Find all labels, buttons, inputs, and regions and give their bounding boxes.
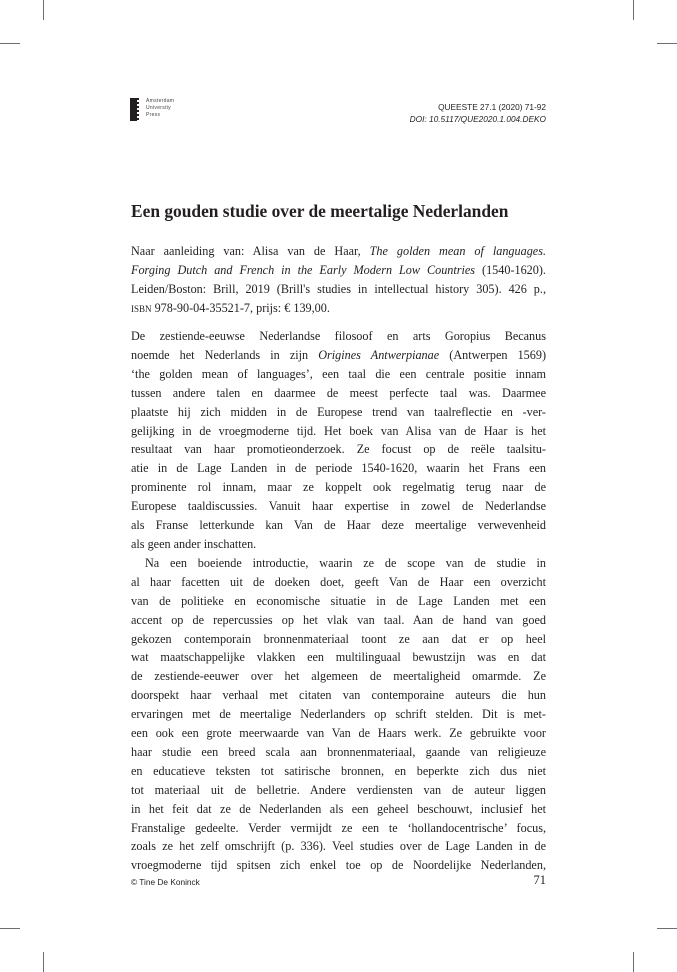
paragraph-1: De zestiende-eeuwse Nederlandse filosoof en arts Goropius Becanus noemde het Nederlands in zijn Origines Antwerpianae (Antwerpen 1569) ‘the golden mean of languages’, een taal die een centrale positie innam tussen andere talen en daarmee de meest perfecte taal was. Daarmee plaatste hij zich midden in de Europese trend van taalreflectie en -ver- gelijking in de vroegmoderne tijd. Het boek van Alisa van de Haar is het resultaat van haar promotieonderzoek. Ze focust op de reële taalsitu- atie in de Lage Landen in de periode 1540-1620, waarin het Frans een prominente rol innam, maar ze koppelt ook regelmatig terug naar de Europese taaldiscussies. Vanuit haar expertise in zowel de Nederlandse als Franse letterkunde kan Van de Haar deze meertalige verwevenheid als geen ander inschatten. (131, 329, 546, 551)
book-subtitle: Forging Dutch and French in the Early Modern Low Countries (131, 262, 476, 277)
book-reference: Naar aanleiding van: Alisa van de Haar, The golden mean of languages. Forging Dutch and French in the Early Modern Low Countries (1540-1620). Leiden/Boston: Brill, 2019 (Brill's studies in intellectual history 305). 426 p., isbn 978-90-04-35521-7, prijs: € 139,00. (131, 244, 546, 315)
article-body (131, 327, 546, 875)
page-number: 71 (533, 873, 546, 887)
crop-mark-bottom-left-vertical (43, 952, 44, 972)
journal-info (410, 101, 546, 125)
book-title: The golden mean of languages. (369, 244, 546, 258)
crop-mark-top-right-vertical (633, 0, 634, 20)
journal-citation: QUEESTE 27.1 (2020) 71-92 (438, 102, 546, 112)
paragraph-2: Na een boeiende introductie, waarin ze de scope van de studie in al haar facetten uit de doeken doet, geeft Van de Haar een overzicht van de politieke en economische situatie in de Lage Landen met een accent op de repercussies op het vlak van taal. Aan de hand van goed gekozen contemporain bronnenmateriaal toont ze aan dat er op heel wat maatschappelijke vlakken een multilinguaal bewustzijn was en dat de zestiende-eeuwer over het algemeen de meertaligheid omarmde. Ze doorspekt haar verhaal met citaten van contemporaine auteurs die hun ervaringen met de meertalige Nederlanders op schrift stelden. Dit is met- een ook een grote meerwaarde van Van de Haars werk. Ze gebruikte voor haar studie een breed scala aan bronnenmateriaal, gaande van religieuze en educatieve teksten tot satirische bronnen, en beperkte zich dus niet tot materiaal uit de belletrie. Andere verdiensten van de auteur liggen in het feit dat ze de Nederlanden als een geheel beschouwt, inclusief het Franstalige gedeelte. Verder vermijdt ze een te ‘hollandocentrische’ focus, zoals ze het zelf omschrijft (p. 336). Veel studies over de Lage Landen in de vroegmoderne tijd spitsen zich enkel toe op de Noordelijke Nederlanden, (131, 555, 546, 873)
crop-mark-bottom-right-horizontal (657, 928, 677, 929)
crop-mark-top-right-horizontal (657, 43, 677, 44)
crop-mark-top-left-vertical (43, 0, 44, 20)
crop-mark-top-left-horizontal (0, 43, 20, 44)
publisher-logo (130, 98, 174, 121)
doi-link[interactable]: DOI: 10.5117/QUE2020.1.004.DEKO (409, 114, 546, 124)
isbn-label: isbn (131, 300, 152, 315)
amsterdam-university-press-logo-icon (130, 98, 137, 121)
crop-mark-bottom-left-horizontal (0, 928, 20, 929)
article-title: Een gouden studie over de meertalige Nederlanden (131, 201, 509, 221)
crop-mark-bottom-right-vertical (633, 952, 634, 972)
copyright-notice: © Tine De Koninck (131, 877, 200, 887)
publisher-name: Amsterdam University Press (146, 98, 175, 118)
cited-work-title: Origines Antwerpianae (318, 347, 440, 362)
